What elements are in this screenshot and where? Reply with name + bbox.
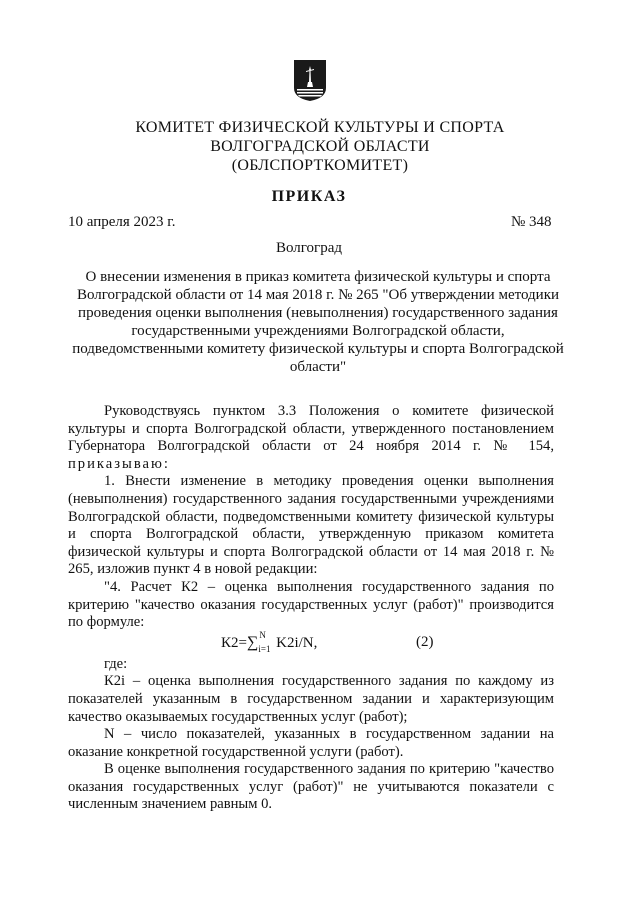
order-keyword: приказываю:	[68, 455, 170, 472]
org-name-line-2: ВОЛГОГРАДСКОЙ ОБЛАСТИ	[210, 138, 430, 155]
paragraph-k2i-definition: К2i – оценка выполнения государственного задания по каждому из показателей указанным в государственном задании и характеризующим качество оказываемых государственных услуг (работ);	[68, 673, 554, 725]
formula-k2	[221, 630, 318, 655]
formula-lhs: К2=	[221, 634, 247, 651]
paragraph-basis-text: Руководствуясь пунктом 3.3 Положения о комитете физической культуры и спорта Волгоградской области, утвержденного постановлением Губернатора Волгоградской области от 24 ноября 2014 г. № 154,	[68, 403, 554, 455]
formula-number: (2)	[416, 633, 434, 650]
formula-rhs: K2i/N,	[276, 634, 318, 651]
paragraph-item-4-intro: "4. Расчет К2 – оценка выполнения государственного задания по критерию "качество оказания государственных услуг (работ)" производится по формуле:	[68, 578, 554, 631]
volgograd-coat-of-arms-emblem	[292, 58, 328, 102]
org-name-line-1: КОМИТЕТ ФИЗИЧЕСКОЙ КУЛЬТУРЫ И СПОРТА	[135, 119, 505, 136]
sum-symbol: ∑	[246, 633, 259, 651]
paragraph-zero-rule: В оценке выполнения государственного задания по критерию "качество оказания государственных услуг (работ)" не учитываются показатели с численным значением равным 0.	[68, 761, 554, 813]
org-name-line-3: (ОБЛСПОРТКОМИТЕТ)	[231, 157, 409, 174]
order-date: 10 апреля 2023 г.	[68, 214, 176, 230]
order-city: Волгоград	[275, 240, 342, 256]
paragraph-n-definition: N – число показателей, указанных в государственном задании на оказание конкретной государственной услуги (работ).	[68, 726, 554, 760]
order-body	[68, 403, 554, 814]
order-subject: О внесении изменения в приказ комитета физической культуры и спорта Волгоградской области от 14 мая 2018 г. № 265 "Об утверждении методики проведения оценки выполнения (невыполнения) государственного задания государственными учреждениями Волгоградской области, подведомственными комитету физической культуры и спорта Волгоградской области"	[72, 269, 564, 375]
paragraph-item-1: 1. Внести изменение в методику проведения оценки выполнения (невыполнения) государственного задания государственными учреждениями Волгоградской области, подведомственными комитету физической культуры и спорта Волгоградской области, утвержденную приказом комитета физической культуры и спорта Волгоградской области от 14 мая 2018 г. № 265, изложив пункт 4 в новой редакции:	[68, 473, 554, 578]
sum-lower-limit: i=1	[258, 644, 271, 655]
sum-upper-limit: N	[259, 630, 266, 641]
where-label: где:	[104, 655, 128, 672]
sum-limits	[258, 630, 272, 655]
order-number: № 348	[511, 214, 552, 230]
order-title: ПРИКАЗ	[271, 188, 347, 205]
formula-line	[68, 632, 554, 656]
paragraph-basis	[68, 403, 554, 473]
